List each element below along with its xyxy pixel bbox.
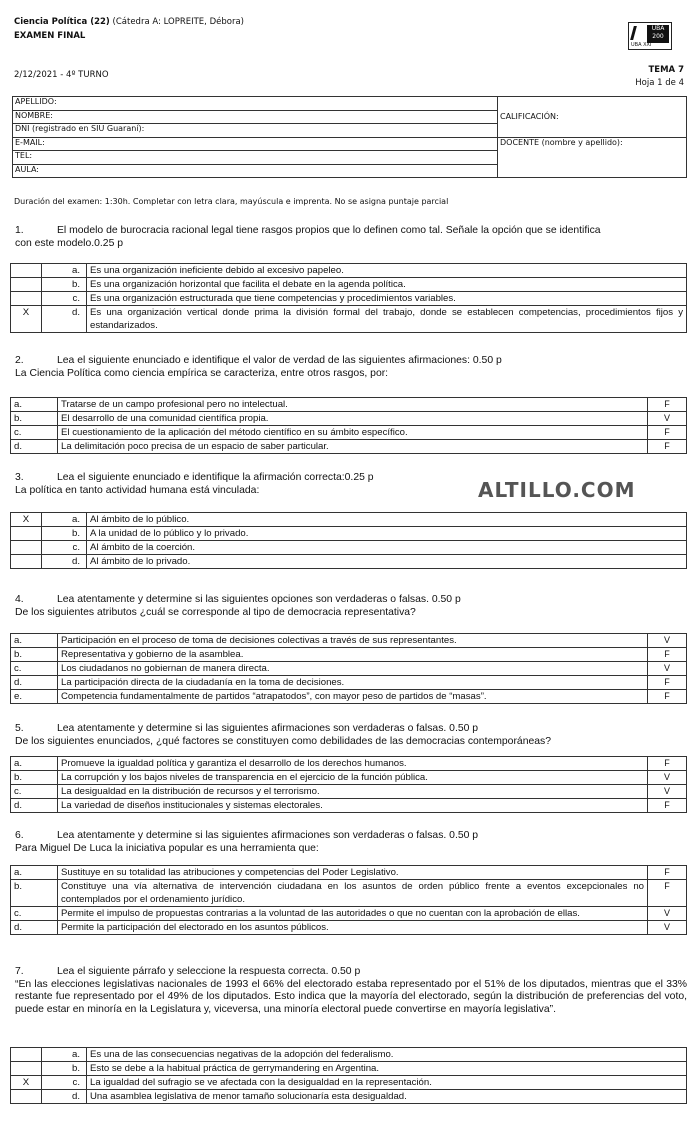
field-email[interactable]: E-MAIL: [13,137,498,151]
question-number: 5. [15,723,24,734]
option-mark[interactable] [11,1090,42,1104]
option-answer[interactable]: F [648,676,687,690]
question-6 [15,830,687,855]
option-row [11,648,687,662]
option-row[interactable] [11,1076,687,1090]
option-row [11,785,687,799]
field-docente[interactable]: DOCENTE (nombre y apellido): [498,137,687,178]
option-letter: b. [11,880,58,907]
option-row[interactable] [11,1062,687,1076]
option-mark[interactable]: X [11,306,42,333]
option-answer[interactable]: F [648,690,687,704]
options-q3 [10,512,687,569]
question-number: 6. [15,830,24,841]
option-answer[interactable]: V [648,662,687,676]
option-letter: b. [42,527,87,541]
option-text: El cuestionamiento de la aplicación del método científico en su ámbito específico. [58,426,648,440]
option-letter: a. [42,513,87,527]
option-mark[interactable]: X [11,513,42,527]
option-letter: d. [42,1090,87,1104]
option-text: Constituye una vía alternativa de intervención ciudadana en los asuntos de orden público frente a eventos excepcionales no contemplados por el ordenamiento jurídico. [58,880,648,907]
option-answer[interactable]: F [648,866,687,880]
option-answer[interactable]: V [648,771,687,785]
tema-label: TEMA 7 [648,65,684,75]
option-row[interactable] [11,292,687,306]
question-2 [15,355,687,380]
option-letter: c. [42,541,87,555]
option-letter: b. [42,278,87,292]
option-text: Sustituye en su totalidad las atribuciones y competencias del Poder Legislativo. [58,866,648,880]
option-row [11,426,687,440]
option-row [11,440,687,454]
options-q1 [10,263,687,333]
student-info-table [12,96,687,178]
option-row [11,662,687,676]
option-letter: b. [42,1062,87,1076]
option-row [11,921,687,935]
question-text: El modelo de burocracia racional legal tiene rasgos propios que lo definen como tal. Señale la opción que se identifica [57,225,601,236]
option-row [11,907,687,921]
logo-small: UBA XXI [631,42,652,48]
option-row [11,799,687,813]
question-text-2: con este modelo.0.25 p [15,237,124,249]
option-mark[interactable] [11,278,42,292]
question-text: Lea el siguiente párrafo y seleccione la respuesta correcta. 0.50 p [57,966,361,977]
option-text: Permite el impulso de propuestas contrarias a la voluntad de las autoridades o que no cuentan con la aprobación de ellas. [58,907,648,921]
option-letter: e. [11,690,58,704]
option-answer[interactable]: V [648,634,687,648]
option-answer[interactable]: F [648,880,687,907]
option-text: La desigualdad en la distribución de recursos y el terrorismo. [58,785,648,799]
option-text: La participación directa de la ciudadanía en la toma de decisiones. [58,676,648,690]
question-number: 7. [15,966,24,977]
option-text: Permite la participación del electorado en los asuntos públicos. [58,921,648,935]
question-text-2: La Ciencia Política como ciencia empírica se caracteriza, entre otros rasgos, por: [15,367,389,379]
field-apellido[interactable]: APELLIDO: [13,97,498,111]
option-row[interactable] [11,541,687,555]
option-letter: c. [11,785,58,799]
option-mark[interactable] [11,541,42,555]
field-dni[interactable]: DNI (registrado en SIU Guaraní): [13,124,498,138]
option-text: La variedad de diseños institucionales y sistemas electorales. [58,799,648,813]
option-answer[interactable]: V [648,412,687,426]
option-letter: a. [11,866,58,880]
option-answer[interactable]: F [648,440,687,454]
option-text: Al ámbito de lo privado. [87,555,687,569]
option-mark[interactable]: X [11,1076,42,1090]
question-5 [15,723,687,748]
option-letter: c. [11,907,58,921]
option-letter: c. [11,426,58,440]
option-mark[interactable] [11,527,42,541]
option-letter: b. [11,412,58,426]
option-letter: d. [11,440,58,454]
option-answer[interactable]: V [648,785,687,799]
option-row [11,634,687,648]
watermark: ALTILLO.COM [478,478,636,502]
question-1 [15,225,687,250]
option-row [11,771,687,785]
option-text: Promueve la igualdad política y garantiza el desarrollo de los derechos humanos. [58,757,648,771]
option-letter: d. [11,676,58,690]
option-text: Participación en el proceso de toma de decisiones colectivas a través de sus representantes. [58,634,648,648]
option-letter: d. [42,555,87,569]
option-letter: c. [42,1076,87,1090]
option-text: El desarrollo de una comunidad científica propia. [58,412,648,426]
field-tel[interactable]: TEL: [13,151,498,165]
option-text: Es una organización estructurada que tiene competencias y procedimientos variables. [87,292,687,306]
instructions: Duración del examen: 1:30h. Completar con letra clara, mayúscula e imprenta. No se asigna puntaje parcial [14,197,449,206]
option-row [11,398,687,412]
option-mark[interactable] [11,1048,42,1062]
option-letter: a. [11,398,58,412]
option-text: Al ámbito de lo público. [87,513,687,527]
option-letter: c. [11,662,58,676]
option-mark[interactable] [11,292,42,306]
option-mark[interactable] [11,264,42,278]
option-letter: a. [11,757,58,771]
option-text: Al ámbito de la coerción. [87,541,687,555]
field-aula[interactable]: AULA: [13,164,498,178]
question-text-2: De los siguientes atributos ¿cuál se corresponde al tipo de democracia representativa? [15,606,416,618]
option-text: Una asamblea legislativa de menor tamaño solucionaría esta desigualdad. [87,1090,687,1104]
option-mark[interactable] [11,555,42,569]
question-text: Lea el siguiente enunciado e identifique la afirmación correcta:0.25 p [57,472,374,483]
option-letter: b. [11,648,58,662]
option-text: Los ciudadanos no gobiernan de manera directa. [58,662,648,676]
exam-title: EXAMEN FINAL [14,31,86,41]
logo-text: UBA [651,25,665,32]
option-row[interactable] [11,1090,687,1104]
question-text: Lea atentamente y determine si las siguientes afirmaciones son verdaderas o falsas. 0.50 p [57,830,479,841]
options-q5 [10,756,687,813]
option-text: Competencia fundamentalmente de partidos “atrapatodos”, con mayor peso de partidos de “masas”. [58,690,648,704]
question-4 [15,594,687,619]
option-letter: d. [11,921,58,935]
option-text: Es una de las consecuencias negativas de la adopción del federalismo. [87,1048,687,1062]
options-q2 [10,397,687,454]
field-nombre[interactable]: NOMBRE: [13,110,498,124]
option-answer[interactable]: F [648,398,687,412]
option-row[interactable] [11,1048,687,1062]
option-mark[interactable] [11,1062,42,1076]
question-3 [15,472,455,497]
option-row [11,757,687,771]
question-number: 3. [15,472,24,483]
option-row[interactable] [11,278,687,292]
option-row[interactable] [11,264,687,278]
option-letter: c. [42,292,87,306]
question-text-2: De los siguientes enunciados, ¿qué factores se constituyen como debilidades de las democracias contemporáneas? [15,735,552,747]
question-text: Lea el siguiente enunciado e identifique el valor de verdad de las siguientes afirmaciones: 0.50 p [57,355,502,366]
question-text: Lea atentamente y determine si las siguientes afirmaciones son verdaderas o falsas. 0.50 p [57,723,479,734]
question-quote: “En las elecciones legislativas nacionales de 1993 el 66% del electorado estaba representado por el 51% de los diputados, mientras que el 33% restante fue representado por el 49% de los diputados. Esto indica que la mayoría del electorado, según la distribución de preferencias del voto, puede estar en minoría en la Legislatura y, viceversa, una minoría electoral puede convertirse en mayoría legislativa”. [15,978,687,1015]
question-text: Lea atentamente y determine si las siguientes opciones son verdaderas o falsas. 0.50 p [57,594,461,605]
question-text-2: La política en tanto actividad humana está vinculada: [15,484,260,496]
option-row[interactable] [11,513,687,527]
option-text: La igualdad del sufragio se ve afectada con la desigualdad en la representación. [87,1076,687,1090]
options-q4 [10,633,687,704]
option-text: Es una organización vertical donde prima la división formal del trabajo, donde se establecen competencias, procedimientos fijos y estandarizados. [87,306,687,333]
option-letter: a. [11,634,58,648]
option-row [11,880,687,907]
options-q6 [10,865,687,935]
exam-date: 2/12/2021 - 4º TURNO [14,70,109,80]
option-row[interactable] [11,306,687,333]
course-title: Ciencia Política (22) (Cátedra A: LOPREITE, Débora) [14,17,244,27]
option-answer[interactable]: V [648,921,687,935]
question-text-2: Para Miguel De Luca la iniciativa popular es una herramienta que: [15,842,319,854]
question-number: 2. [15,355,24,366]
option-text: Esto se debe a la habitual práctica de gerrymandering en Argentina. [87,1062,687,1076]
option-answer[interactable]: F [648,426,687,440]
option-letter: b. [11,771,58,785]
option-text: A la unidad de lo público y lo privado. [87,527,687,541]
option-row [11,676,687,690]
option-answer[interactable]: V [648,907,687,921]
option-text: Es una organización horizontal que facilita el debate en la agenda política. [87,278,687,292]
uba-logo [628,22,672,50]
option-text: Representativa y gobierno de la asamblea. [58,648,648,662]
option-text: La corrupción y los bajos niveles de transparencia en el ejercicio de la función pública. [58,771,648,785]
question-7 [15,966,687,1016]
question-number: 4. [15,594,24,605]
option-row [11,690,687,704]
option-text: La delimitación poco precisa de un espacio de saber particular. [58,440,648,454]
option-answer[interactable]: F [648,757,687,771]
option-answer[interactable]: F [648,799,687,813]
field-calificacion[interactable]: CALIFICACIÓN: [498,97,687,138]
option-text: Tratarse de un campo profesional pero no intelectual. [58,398,648,412]
option-row[interactable] [11,555,687,569]
option-row[interactable] [11,527,687,541]
option-letter: a. [42,1048,87,1062]
option-letter: d. [11,799,58,813]
option-row [11,866,687,880]
page-label: Hoja 1 de 4 [635,78,684,88]
option-letter: a. [42,264,87,278]
logo-sub: 200 [652,33,664,40]
options-q7 [10,1047,687,1104]
option-text: Es una organización ineficiente debido al excesivo papeleo. [87,264,687,278]
option-answer[interactable]: F [648,648,687,662]
option-letter: d. [42,306,87,333]
option-row [11,412,687,426]
question-number: 1. [15,225,24,236]
